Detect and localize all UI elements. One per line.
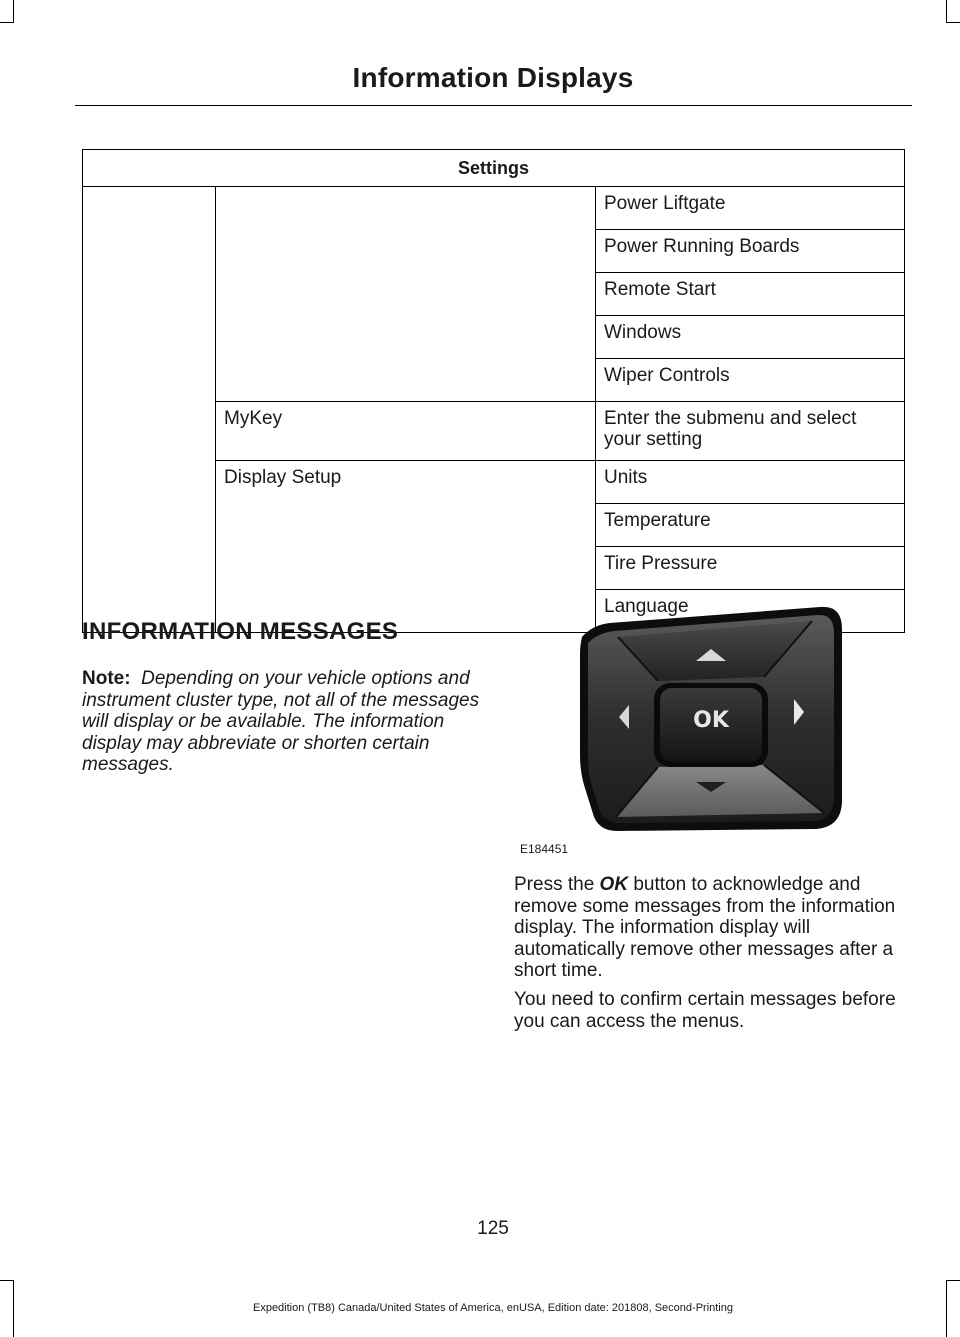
- body-text: Press the: [514, 874, 600, 895]
- ok-word: OK: [599, 874, 629, 895]
- note-text: Depending on your vehicle options and instrument cluster type, not all of the messages will display or be available. The information display may abbreviate or shorten certain messages.: [82, 668, 480, 775]
- crop-mark: [13, 0, 14, 22]
- ok-button-illustration: [512, 595, 892, 860]
- table-cell: Language: [596, 590, 905, 633]
- note-label: Note:: [82, 668, 131, 689]
- page-number: 125: [477, 1218, 509, 1239]
- crop-mark: [946, 22, 960, 23]
- settings-table-blank-cell: [216, 187, 596, 402]
- table-cell: Windows: [596, 316, 905, 359]
- table-cell: Display Setup: [216, 461, 596, 633]
- footer: Expedition (TB8) Canada/United States of America, enUSA, Edition date: 201808, Second-Printing: [252, 1302, 733, 1314]
- section-heading: INFORMATION MESSAGES: [82, 618, 399, 645]
- body-paragraph: [514, 874, 909, 982]
- crop-mark: [946, 0, 947, 22]
- note-paragraph: [82, 668, 482, 776]
- body-text: button to acknowledge and remove some messages from the information display. The information display will automatically remove other messages after a short time.: [514, 874, 896, 981]
- crop-mark: [0, 1280, 14, 1281]
- table-cell: Power Running Boards: [596, 230, 905, 273]
- settings-table-title: Settings: [83, 150, 905, 187]
- crop-mark: [0, 22, 14, 23]
- body-paragraph: You need to confirm certain messages before you can access the menus.: [514, 989, 896, 1032]
- page-title: Information Displays: [352, 62, 634, 93]
- table-cell: Temperature: [596, 504, 905, 547]
- table-cell: Power Liftgate: [596, 187, 905, 230]
- ok-label: OK: [693, 708, 729, 733]
- settings-table: [82, 149, 905, 633]
- table-cell: Wiper Controls: [596, 359, 905, 402]
- table-cell: Tire Pressure: [596, 547, 905, 590]
- table-cell: MyKey: [216, 402, 596, 461]
- table-cell: Remote Start: [596, 273, 905, 316]
- crop-mark: [946, 1280, 960, 1281]
- steering-control-pad-icon: [512, 595, 892, 845]
- image-code: E184451: [520, 842, 569, 856]
- header-divider: [75, 105, 912, 106]
- table-cell: Units: [596, 461, 905, 504]
- settings-table-blank-cell: [83, 187, 216, 633]
- table-cell: Enter the submenu and select your setting: [596, 402, 905, 461]
